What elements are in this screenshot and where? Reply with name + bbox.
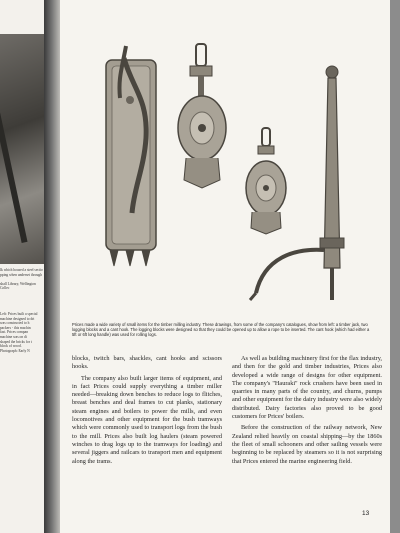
facing-page-caption: lk which housed a steel sectio pping when underset through shall Library, Wellington Collec xyxy=(0,268,43,291)
facing-page xyxy=(0,0,44,533)
text-column-right xyxy=(232,355,382,469)
timber-jack-drawing xyxy=(106,46,156,266)
paragraph: Before the construction of the railway network, New Zealand relied heavily on coastal shipping—by the 1860s the fleet of small schooners and other sailing vessels were beginning to be replaced by steamers so it is not surprising that Prices entered the marine engineering field. xyxy=(232,424,382,465)
facing-page-caption-2: Left: Prices built a special machine designed to dri was constructed to h packers - this machin fast. Prices compan machine was on di shaped the bricks for t block of wood. Photograph: Early N xyxy=(0,312,38,353)
figure-caption: Prices made a wide variety of small items for the timber milling industry. These drawings, from some of the company's catalogues, show from left: a timber jack, two logging blocks and a cant hook. The logging blocks were designed so that they could be opened up to allow a rope to be inserted. The cant hook (which had either a 5ft or 6ft long handle) was used for rolling logs. xyxy=(72,322,370,338)
paragraph: The company also built larger items of equipment, and in fact Prices could supply everything a timber miller needed—breaking down benches to reduce logs to flitches, breast benches and deal frames to cut planks, stationary steam engines and boilers to power the mills, and even locomotives and other equipment for the bush tramways which were commonly used to transport logs from the bush to the mill. Prices also built log haulers (steam powered winches to drag logs up to the tramways for loading) and several jiggers and railcars to transport men and equipment along the trams. xyxy=(72,374,222,465)
logging-block-large-drawing xyxy=(178,44,226,188)
book-page xyxy=(60,0,390,533)
equipment-drawings-figure xyxy=(74,38,374,320)
paragraph: blocks, twitch bars, shackles, cant hooks and scissors hooks. xyxy=(72,355,222,371)
paragraph: As well as building machinery first for the flax industry, and then for the gold and timber industries, Prices also developed a wide range of designs for other equipment. The company's "Hauraki" rock crushers have been used in quarries in many parts of the country, and churns, pumps and other equipment for the dairy industry were also widely distributed. Dairy factories also proved to be good customers for Prices' boilers. xyxy=(232,355,382,421)
logging-block-small-drawing xyxy=(246,128,286,234)
text-column-left xyxy=(72,355,222,469)
page-number: 13 xyxy=(362,510,370,517)
facing-page-photo xyxy=(0,34,44,264)
